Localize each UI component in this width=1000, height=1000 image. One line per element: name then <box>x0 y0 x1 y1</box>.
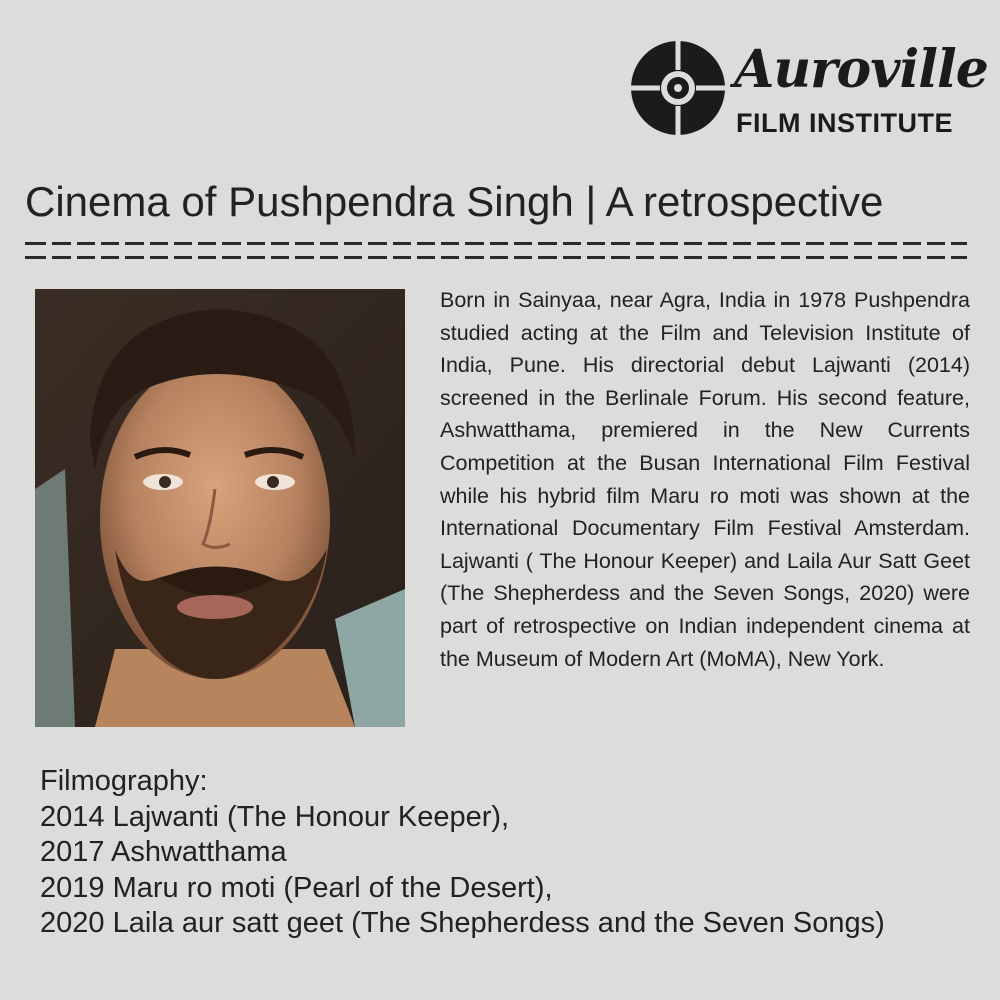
biography-paragraph: Born in Sainyaa, near Agra, India in 1978 Pushpendra studied acting at the Film and Television Institute of India, Pune. His directorial debut Lajwanti (2014) screened in the Berlinale Forum. His second feature, Ashwatthama, premiered in the New Currents Competition at the Busan International Film Festival while his hybrid film Maru ro moti was shown at the International Documentary Film Festival Amsterdam. Lajwanti ( The Honour Keeper) and Laila Aur Satt Geet (The Shepherdess and the Seven Songs, 2020) were part of retrospective on Indian independent cinema at the Museum of Modern Art (MoMA), New York. <box>440 288 970 671</box>
logo-wordmark: Auroville <box>734 39 988 100</box>
film-reel-icon <box>630 40 726 136</box>
page-title: Cinema of Pushpendra Singh | A retrospective <box>25 178 884 225</box>
filmography-item: 2019 Maru ro moti (Pearl of the Desert), <box>40 871 553 904</box>
filmography-item: 2014 Lajwanti (The Honour Keeper), <box>40 800 510 833</box>
filmography-item: 2017 Ashwatthama <box>40 836 287 868</box>
portrait-photo <box>35 289 405 727</box>
filmography-item: 2020 Laila aur satt geet (The Shepherdess and the Seven Songs) <box>40 907 885 939</box>
logo-subtitle: FILM INSTITUTE <box>736 108 953 138</box>
auroville-logo <box>630 39 988 140</box>
filmography-section <box>40 764 980 942</box>
biography-text <box>440 284 970 675</box>
filmography-heading: Filmography: <box>40 765 208 797</box>
